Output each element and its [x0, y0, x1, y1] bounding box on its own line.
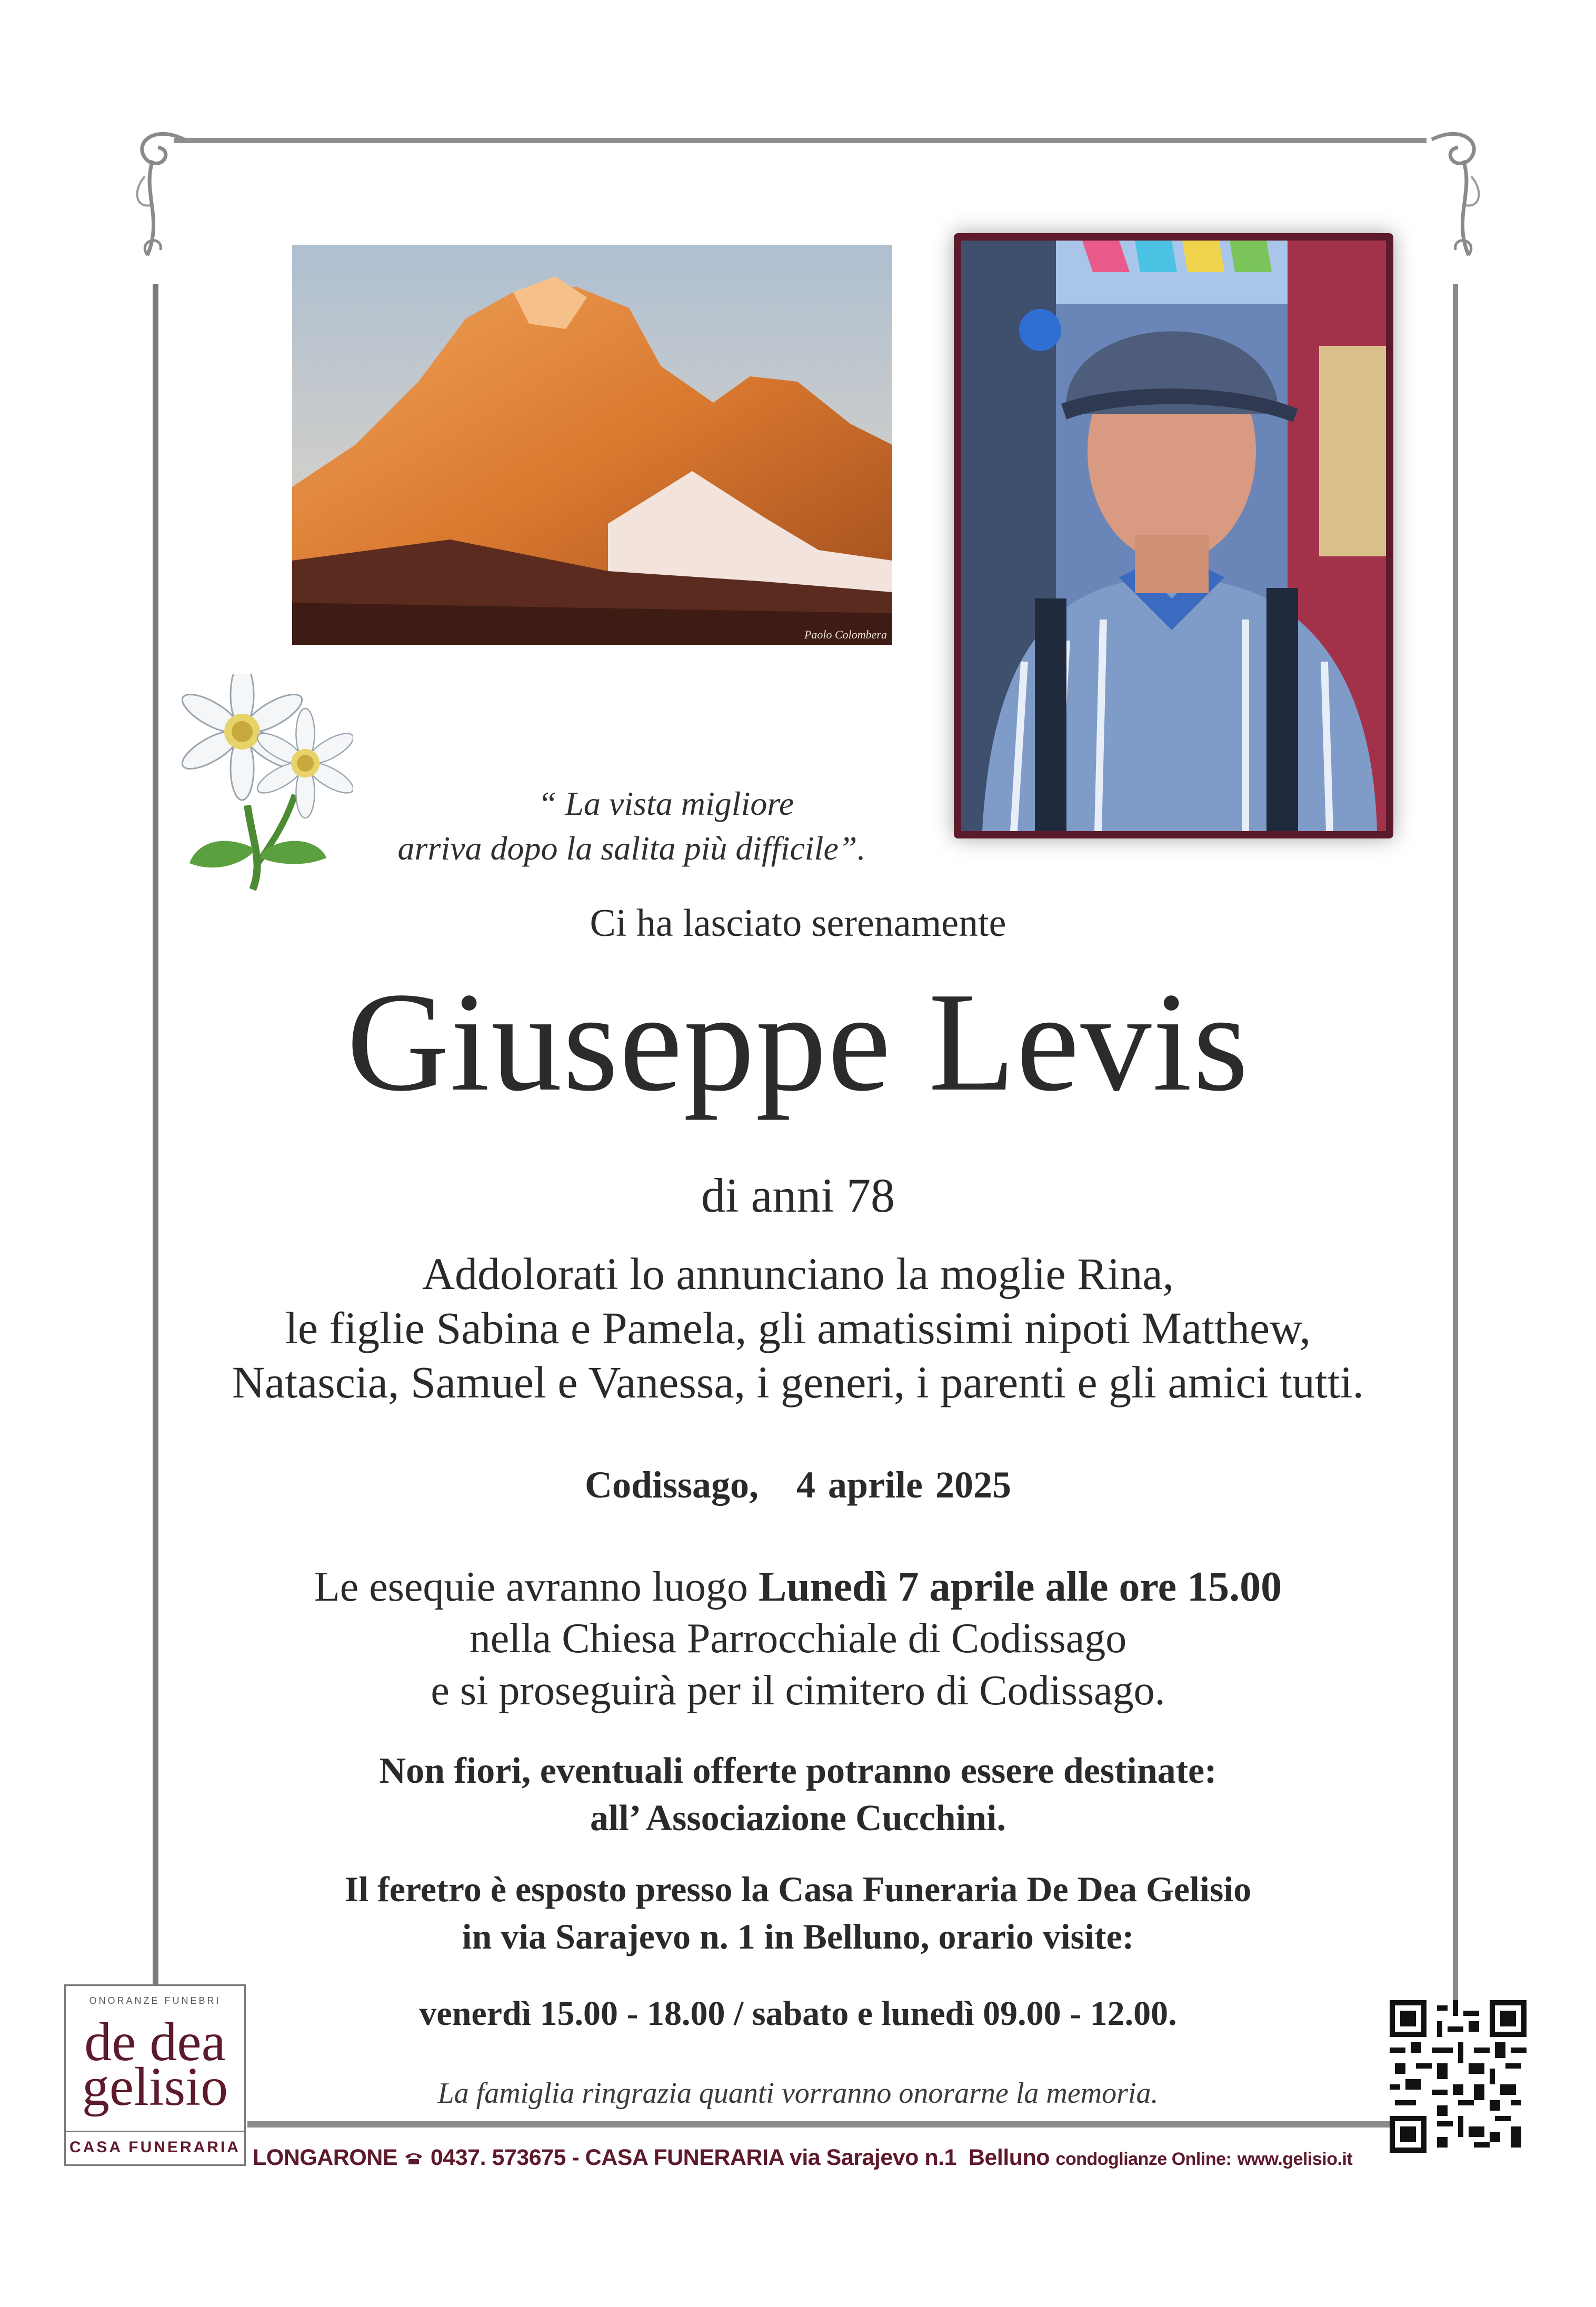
footer-town: LONGARONE	[253, 2145, 397, 2170]
donation-line: Non fiori, eventuali offerte potranno essere destinate:	[379, 1751, 1217, 1791]
announcement-line: Natascia, Samuel e Vanessa, i generi, i parenti e gli amici tutti.	[232, 1357, 1364, 1407]
viewing-line: Il feretro è esposto presso la Casa Funeraria De Dea Gelisio	[344, 1869, 1252, 1909]
footer-condolences-label: condoglianze Online:	[1055, 2149, 1232, 2169]
corner-ornament-right-icon	[1416, 113, 1495, 271]
footer-contact-line	[253, 2145, 1442, 2171]
logo-name-line-1: de dea	[84, 2012, 226, 2072]
funeral-line-3: e si proseguirà per il cimitero di Codissago.	[431, 1667, 1165, 1714]
logo-name-line-2: gelisio	[82, 2056, 228, 2117]
thanks-text: La famiglia ringrazia quanti vorranno onorarne la memoria.	[437, 2077, 1159, 2110]
quote-line-1: “ La vista migliore	[537, 785, 794, 822]
logo-divider	[66, 2131, 244, 2132]
funeral-line-1	[0, 1563, 1596, 1611]
announcement-line: Addolorati lo annunciano la moglie Rina,	[422, 1249, 1174, 1299]
funeral-home-logo	[64, 1984, 246, 2166]
age-text: di anni 78	[701, 1169, 895, 1222]
mountain-photo	[292, 245, 892, 645]
viewing-line: in via Sarajevo n. 1 in Belluno, orario visite:	[462, 1916, 1134, 1956]
announcement-line: le figlie Sabina e Pamela, gli amatissimi nipoti Matthew,	[285, 1303, 1311, 1353]
portrait-frame	[954, 233, 1393, 838]
logo-tagline: ONORANZE FUNEBRI	[89, 1995, 221, 2006]
funeral-line-2: nella Chiesa Parrocchiale di Codissago	[469, 1615, 1127, 1662]
funeral-intro: Le esequie avranno luogo	[314, 1564, 759, 1610]
intro-text: Ci ha lasciato serenamente	[590, 902, 1006, 945]
footer-website-link[interactable]: www.gelisio.it	[1237, 2149, 1353, 2169]
logo-subtitle: CASA FUNERARIA	[69, 2139, 241, 2156]
qr-code-icon[interactable]	[1390, 2000, 1527, 2153]
phone-icon	[403, 2151, 424, 2166]
deceased-name: Giuseppe Levis	[346, 963, 1250, 1121]
quote-line-2: arriva dopo la salita più difficile”.	[397, 830, 866, 867]
corner-ornament-left-icon	[121, 113, 200, 271]
place-date	[0, 1463, 1596, 1507]
frame-top-border	[174, 138, 1427, 143]
photo-credit: Paolo Colombera	[804, 628, 887, 641]
footer-phone[interactable]: 0437. 573675	[430, 2145, 566, 2170]
place-date-text: Codissago, 4 aprile 2025	[584, 1464, 1012, 1506]
frame-bottom-border	[247, 2121, 1458, 2128]
footer-address: - CASA FUNERARIA via Sarajevo n.1 Belluno	[572, 2145, 1050, 2170]
portrait-photo	[961, 241, 1386, 831]
funeral-date-time: Lunedì 7 aprile alle ore 15.00	[759, 1564, 1282, 1610]
donation-line: all’ Associazione Cucchini.	[590, 1798, 1006, 1839]
visiting-hours: venerdì 15.00 - 18.00 / sabato e lunedì 09.00 - 12.00.	[419, 1994, 1177, 2033]
